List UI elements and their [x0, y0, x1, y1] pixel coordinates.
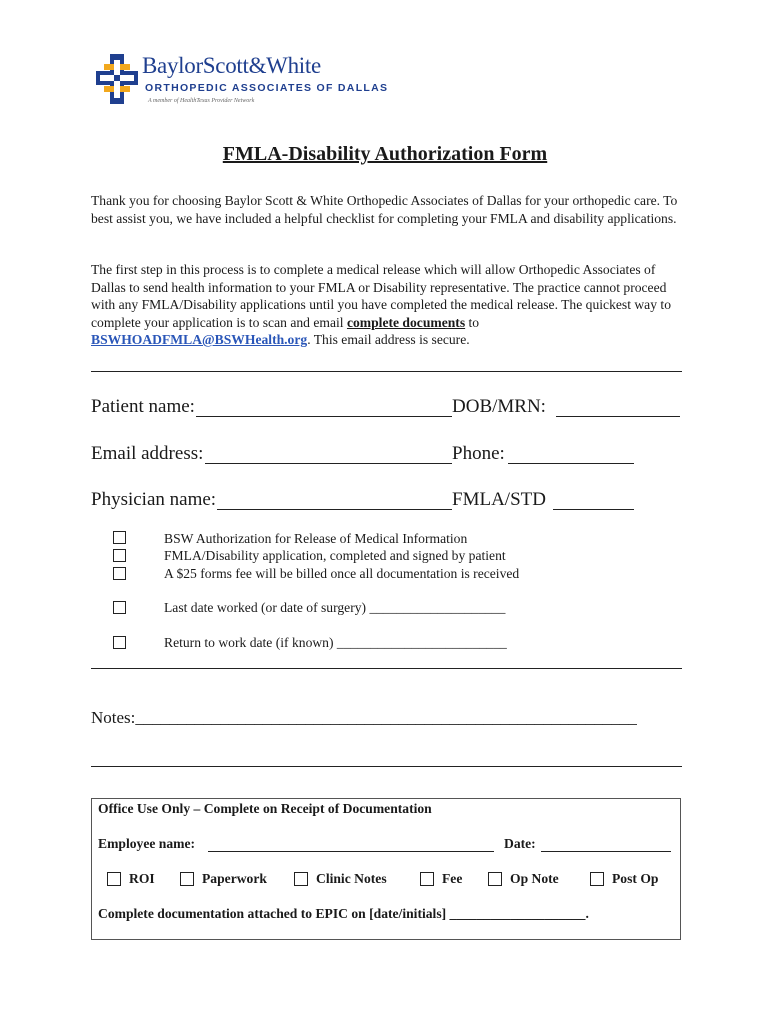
checklist-item: FMLA/Disability application, completed and signed by patient: [164, 548, 506, 563]
option-post-op: Post Op: [612, 871, 659, 886]
checkbox-roi[interactable]: [107, 872, 121, 886]
patient-name-label: Patient name:: [91, 396, 195, 417]
notes-label: Notes:___________________________________________________________: [91, 708, 637, 727]
intro-end-text: . This email address is secure.: [307, 332, 470, 347]
divider: [91, 668, 682, 669]
logo-brand-name: BaylorScott&White: [142, 53, 321, 78]
checkbox-fee-office[interactable]: [420, 872, 434, 886]
dob-mrn-field[interactable]: [556, 416, 680, 417]
checkbox-clinic-notes[interactable]: [294, 872, 308, 886]
fmla-std-field[interactable]: [553, 509, 634, 510]
logo-subtitle: ORTHOPEDIC ASSOCIATES OF DALLAS: [145, 82, 389, 94]
date-label: Date:: [504, 836, 536, 851]
checklist-item: BSW Authorization for Release of Medical Information: [164, 531, 468, 546]
patient-name-field[interactable]: [196, 416, 452, 417]
intro-paragraph-2: [91, 261, 687, 349]
checklist-item: A $25 forms fee will be billed once all documentation is received: [164, 566, 520, 581]
bsw-logo-icon: [96, 54, 138, 104]
email-address-label: Email address:: [91, 443, 204, 464]
checkbox-paperwork[interactable]: [180, 872, 194, 886]
phone-field[interactable]: [508, 463, 634, 464]
divider: [91, 371, 682, 372]
checkbox-post-op[interactable]: [590, 872, 604, 886]
office-header: Office Use Only – Complete on Receipt of Documentation: [98, 801, 432, 816]
intro-to-text: to: [465, 314, 480, 330]
checkbox-application[interactable]: [113, 549, 126, 562]
logo-tagline: A member of HealthTexas Provider Network: [148, 98, 255, 104]
date-field[interactable]: [541, 851, 671, 852]
employee-name-label: Employee name:: [98, 836, 196, 851]
checkbox-return-date[interactable]: [113, 636, 126, 649]
physician-name-field[interactable]: [217, 509, 452, 510]
option-roi: ROI: [129, 871, 155, 886]
checkbox-release[interactable]: [113, 531, 126, 544]
dob-mrn-label: DOB/MRN:: [452, 396, 546, 417]
notes-line[interactable]: [91, 766, 682, 767]
option-clinic-notes: Clinic Notes: [316, 871, 387, 886]
epic-documentation-label: Complete documentation attached to EPIC on [date/initials] ____________________.: [98, 906, 589, 921]
option-fee: Fee: [442, 871, 463, 886]
option-paperwork: Paperwork: [202, 871, 267, 886]
employee-name-field[interactable]: [208, 851, 494, 852]
email-link[interactable]: BSWHOADFMLA@BSWHealth.org: [91, 332, 308, 347]
physician-name-label: Physician name:: [91, 489, 217, 510]
checkbox-fee[interactable]: [113, 567, 126, 580]
checklist-item: Last date worked (or date of surgery) ____________________: [164, 600, 506, 615]
intro-paragraph-1: Thank you for choosing Baylor Scott & White Orthopedic Associates of Dallas for your orthopedic care. To best assist you, we have included a helpful checklist for completing your FMLA and disability applications.: [91, 193, 678, 226]
form-title: FMLA-Disability Authorization Form: [222, 143, 548, 165]
fmla-std-label: FMLA/STD: [452, 489, 546, 510]
option-op-note: Op Note: [510, 871, 559, 886]
complete-documents-text: complete documents: [346, 314, 466, 330]
checkbox-last-date[interactable]: [113, 601, 126, 614]
email-address-field[interactable]: [205, 463, 452, 464]
phone-label: Phone:: [452, 443, 505, 464]
intro-text: The first step in this process is to complete a medical release which will allow Orthopedic Associates of Dallas to send health information to your FMLA or Disability representative. The practice cannot proceed with any FMLA/Disability applications until you have completed the medical release. The quickest way to complete your application is to scan and email: [91, 262, 671, 330]
checkbox-op-note[interactable]: [488, 872, 502, 886]
checklist-item: Return to work date (if known) _________________________: [164, 635, 507, 650]
